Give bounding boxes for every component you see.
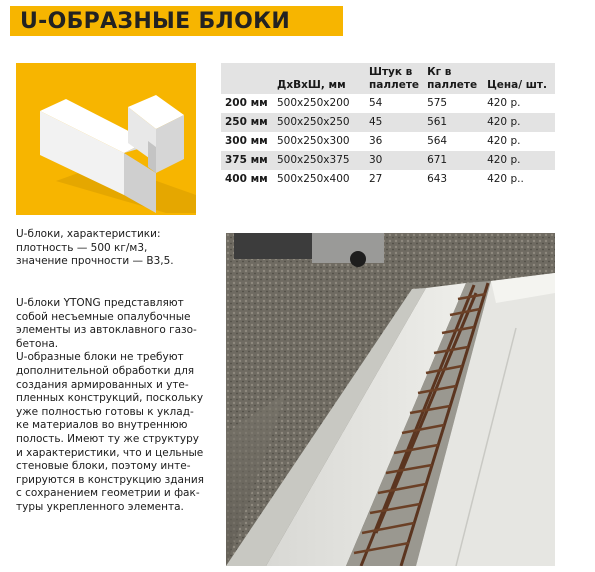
description-line: собой несъемные опалубочные [16, 310, 191, 323]
table-cell: 575 [427, 97, 448, 109]
table-row [221, 151, 555, 170]
characteristics-text [16, 228, 216, 269]
product-image [16, 63, 196, 215]
description-line: туры укрепленного элемента. [16, 500, 184, 513]
spec-table [221, 63, 555, 189]
table-row [221, 94, 555, 113]
column-header [221, 63, 273, 94]
table-cell: 643 [427, 173, 448, 185]
description-line: U-образные блоки не требуют [16, 351, 184, 364]
description-line: U-блоки YTONG представляют [16, 297, 184, 309]
description-line: с сохранением геометрии и фак- [16, 487, 200, 500]
table-cell: 500х250х400 [277, 173, 350, 185]
table-cell: 420 р. [487, 97, 521, 109]
description-line: и характеристики, что и цельные [16, 446, 204, 459]
column-header: Кг в паллете [427, 66, 478, 91]
table-cell: 250 мм [225, 116, 268, 128]
characteristics-line: U-блоки, характеристики: [16, 228, 161, 240]
table-cell: 671 [427, 154, 448, 166]
column-header: Штук в паллете [369, 66, 420, 91]
description-line: элементы из автоклавного газо- [16, 324, 197, 337]
table-cell: 200 мм [225, 97, 268, 109]
description-line: полость. Имеют ту же структуру [16, 432, 199, 445]
page-title: U-ОБРАЗНЫЕ БЛОКИ [10, 6, 343, 36]
table-cell: 564 [427, 135, 448, 147]
table-cell: 500х250х200 [277, 97, 350, 109]
table-cell: 420 р. [487, 135, 521, 147]
column-header: Цена/ шт. [487, 79, 547, 91]
description-line: уже полностью готовы к уклад- [16, 405, 194, 418]
description-line: ке материалов во внутреннюю [16, 419, 188, 432]
description-line: стеновые блоки, поэтому инте- [16, 460, 191, 473]
table-cell: 54 [369, 97, 383, 109]
characteristics-line: значение прочности — В3,5. [16, 255, 174, 268]
table-cell: 420 р. [487, 116, 521, 128]
description-line: создания армированных и уте- [16, 378, 189, 391]
table-row [221, 132, 555, 151]
table-cell: 30 [369, 154, 383, 166]
table-cell: 561 [427, 116, 448, 128]
table-cell: 400 мм [225, 173, 268, 185]
description-text [16, 297, 216, 515]
table-cell: 300 мм [225, 135, 268, 147]
table-cell: 500х250х300 [277, 135, 350, 147]
table-cell: 27 [369, 173, 383, 185]
table-cell: 36 [369, 135, 383, 147]
table-cell: 500х250х375 [277, 154, 350, 166]
table-cell: 45 [369, 116, 383, 128]
description-line: бетона. [16, 337, 59, 350]
table-cell: 500х250х250 [277, 116, 350, 128]
description-line: грируются в конструкцию здания [16, 473, 204, 486]
table-cell: 420 р. [487, 154, 521, 166]
rebar-photo [226, 233, 555, 566]
table-row [221, 113, 555, 132]
column-header: ДхВхШ, мм [277, 79, 346, 91]
table-header-row [221, 63, 555, 94]
table-row [221, 170, 555, 189]
description-line: дополнительной обработки для [16, 364, 195, 377]
table-cell: 420 р.. [487, 173, 524, 185]
table-cell: 375 мм [225, 154, 268, 166]
description-line: пленных конструкций, поскольку [16, 392, 204, 405]
characteristics-line: плотность — 500 кг/м3, [16, 241, 148, 254]
